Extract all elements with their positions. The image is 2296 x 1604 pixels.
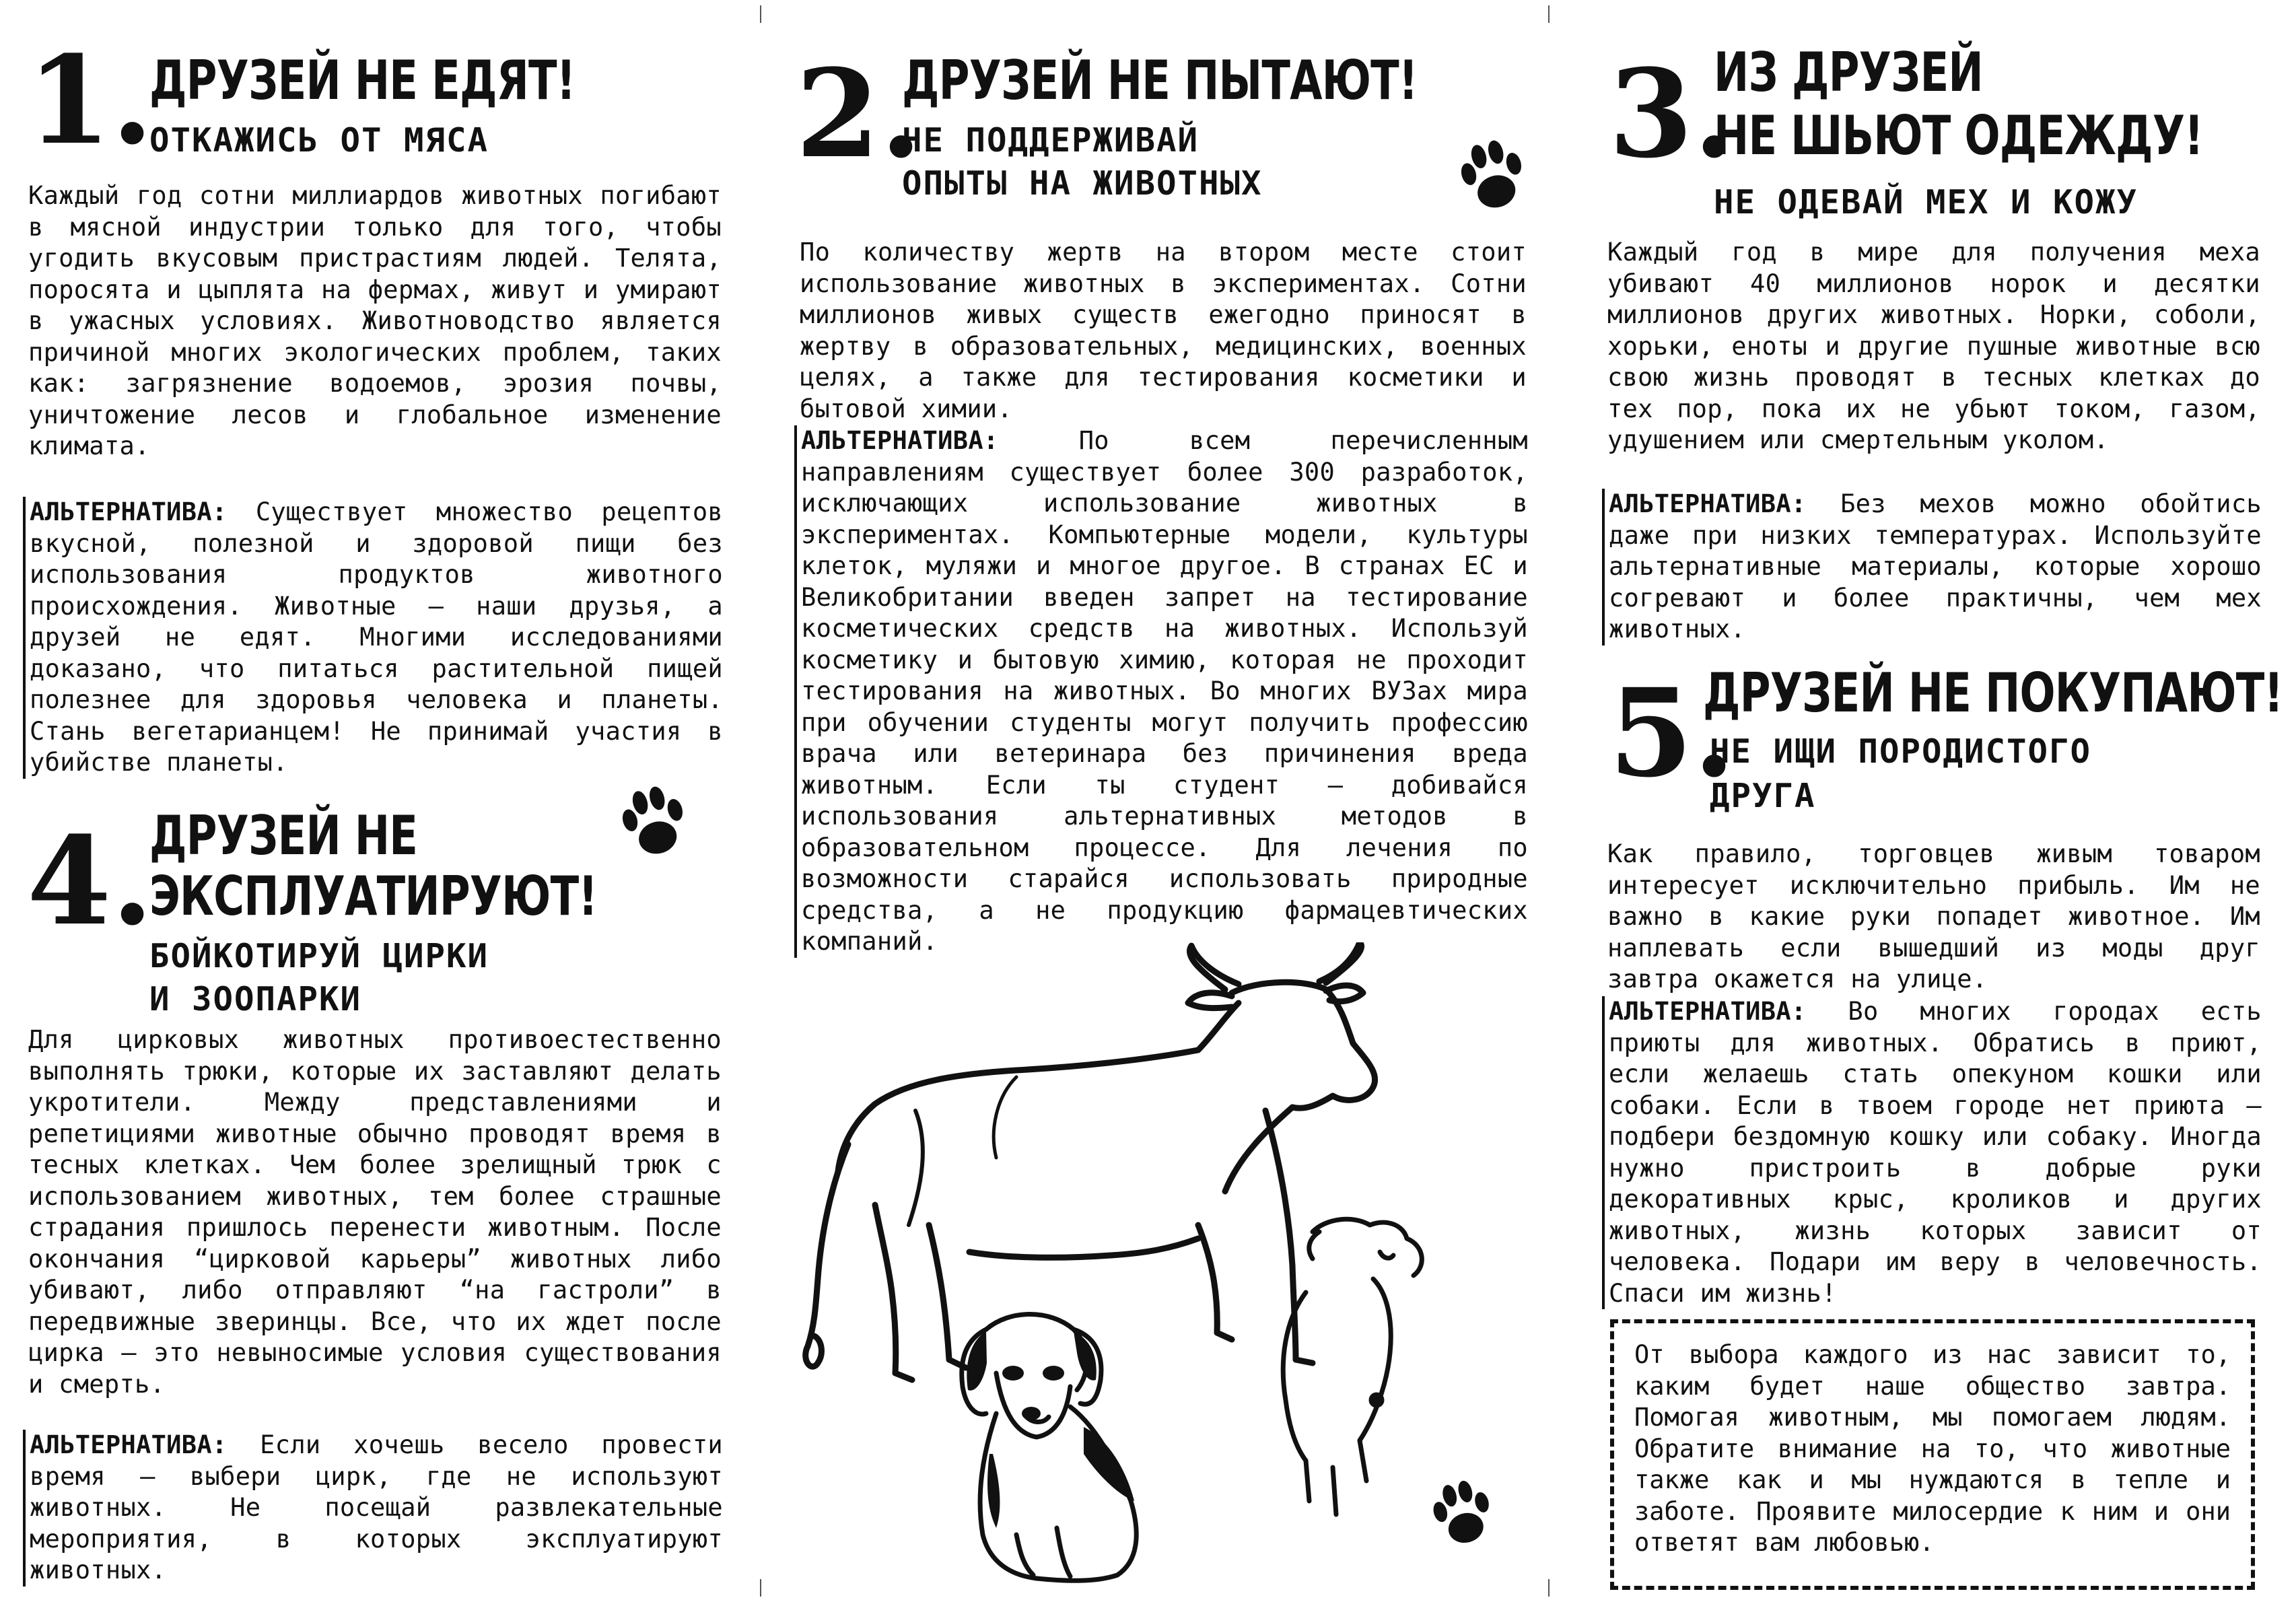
section-title-line-1: ИЗ ДРУЗЕЙ — [1714, 41, 1983, 104]
section-subtitle-line-2: ОПЫТЫ НА ЖИВОТНЫХ — [902, 164, 1263, 203]
section-number: 1. — [27, 30, 153, 172]
section-title: ДРУЗЕЙ НЕ ЕДЯТ! — [149, 49, 576, 112]
section-number: 3. — [1609, 43, 1735, 185]
section-number: 5. — [1609, 662, 1735, 804]
paw-icon — [1453, 135, 1533, 222]
alternative-text: Во многих городах есть приюты для животных. Обратись в приют, если желаешь стать опекуном кошки или собаки. Если в твоем городе нет приюта – подбери бездомную кошку или собаку. Иногда нужно пристроить в добрые руки декоративных крыс, кроликов и других животных, жизнь которых зависит от человека. Подари им веру в человечность. Спаси им жизнь! — [1609, 997, 2262, 1308]
alternative-label: АЛЬТЕРНАТИВА: — [1609, 489, 1807, 518]
section-body — [28, 1024, 722, 1400]
alternative-block — [1602, 489, 2262, 646]
body-text: Каждый год в мире для получения меха убивают 40 миллионов норок и десятки миллионов других животных. Норки, соболи, хорьки, еноты и другие пушные животные всю свою жизнь проводят в тесных клетках до тех пор, пока их не убьют током, газом, удушением или смертельным уколом. — [1607, 238, 2260, 454]
alternative-block — [23, 1430, 723, 1586]
section-number: 2. — [796, 43, 922, 185]
puppy-illustration — [962, 1315, 1136, 1581]
section-title-line-1: ДРУЗЕЙ НЕ — [149, 804, 418, 867]
body-text: Каждый год сотни миллиардов животных погибают в мясной индустрии только для того, чтобы угодить вкусовым пристрастиям людей. Телята, поросята и цыплята на фермах, живут и умирают в ужасных условиях. Животноводство является причиной многих экологических проблем, таких как: загрязнение водоемов, эрозия почвы, уничтожение лесов и глобальное изменение климата. — [28, 181, 722, 460]
alternative-text: Существует множество рецептов вкусной, полезной и здоровой пищи без использования продуктов животного происхождения. Животные – наши друзья, а друзей не едят. Многими исследованиями доказано, что питаться растительной пищей полезнее для здоровья человека и планеты. Стань вегетарианцем! Не принимай участия в убийстве планеты. — [30, 497, 724, 777]
alternative-text: Если хочешь весело провести время – выбери цирк, где не используют животных. Не посещай развлекательные мероприятия, в которых эксплуатируют животных. — [30, 1430, 723, 1584]
animals-illustration — [794, 942, 1481, 1589]
section-title-line-2: НЕ ШЬЮТ ОДЕЖДУ! — [1714, 104, 2203, 167]
lamb-illustration — [1283, 1219, 1422, 1514]
cow-illustration — [806, 942, 1375, 1380]
alternative-label: АЛЬТЕРНАТИВА: — [30, 1430, 228, 1459]
section-subtitle: ОТКАЖИСЬ ОТ МЯСА — [149, 121, 489, 160]
paw-icon — [614, 781, 695, 868]
section-subtitle-line-1: НЕ ПОДДЕРЖИВАЙ — [902, 121, 1199, 160]
section-subtitle-line-1: БОЙКОТИРУЙ ЦИРКИ — [149, 937, 489, 975]
fold-mark-bottom-left — [760, 1579, 761, 1597]
section-subtitle: НЕ ОДЕВАЙ МЕХ И КОЖУ — [1714, 183, 2138, 221]
alternative-text: Без мехов можно обойтись даже при низких температурах. Используйте альтернативные материалы, которые хорошо согревают и более практичны, чем мех животных. — [1609, 489, 2262, 643]
fold-mark-top-left — [760, 5, 761, 23]
section-title: ДРУЗЕЙ НЕ ПЫТАЮТ! — [902, 49, 1418, 112]
fold-mark-bottom-right — [1548, 1579, 1550, 1597]
section-title-line-2: ЭКСПЛУАТИРУЮТ! — [149, 865, 598, 928]
section-body — [1607, 237, 2260, 456]
body-text: Как правило, торговцев живым товаром интересует исключительно прибыль. Им не важно в какие руки попадет животное. Им наплевать если вышедший из моды друг завтра окажется на улице. — [1607, 839, 2260, 993]
section-subtitle-line-2: И ЗООПАРКИ — [149, 980, 362, 1018]
alternative-label: АЛЬТЕРНАТИВА: — [801, 426, 999, 455]
section-body — [1607, 839, 2260, 996]
alternative-label: АЛЬТЕРНАТИВА: — [1609, 997, 1807, 1026]
body-text: По количеству жертв на втором месте стоит использование животных в экспериментах. Сотни миллионов живых существ ежегодно приносят в жертву в образовательных, медицинских, военных целях, а также для тестирования косметики и бытовой химии. — [800, 238, 1527, 423]
alternative-text: По всем перечисленным направлениям существует более 300 разработок, исключающих использование животных в экспериментах. Компьютерные модели, культуры клеток, муляжи и многое другое. В странах ЕС и Великобритании введен запрет на тестирование косметических средств на животных. Используй косметику и бытовую химию, которая не проходит тестирования на животных. Во многих ВУЗах мира при обучении студенты могут получить профессию врача или ветеринара без причинения вреда животным. Если ты студент – добивайся использования альтернативных методов в образовательном процессе. Для лечения по возможности старайся использовать природные средства, а не продукцию фармацевтических компаний. — [801, 426, 1528, 956]
alternative-block — [1602, 996, 2262, 1309]
body-text: Для цирковых животных противоестественно выполнять трюки, которые их заставляют делать укротители. Между представлениями и репетициями животные обычно проводят время в тесных клетках. Чем более зрелищный трюк с использованием животных, тем более страшные страдания пришлось перенести животным. После окончания “цирковой карьеры” животных либо убивают, либо отправляют “на гастроли” в передвижные зверинцы. Все, что их ждет после цирка – это невыносимые условия существования и смерть. — [28, 1025, 722, 1399]
alternative-label: АЛЬТЕРНАТИВА: — [30, 497, 228, 526]
closing-text: От выбора каждого из нас зависит то, каким будет наше общество завтра. Помогая животным, мы помогаем людям. Обратите внимание на то, что животные также как и мы нуждаются в тепле и заботе. Проявите милосердие к ним и они ответят вам любовью. — [1634, 1340, 2231, 1557]
alternative-block — [794, 425, 1528, 958]
alternative-block — [23, 497, 723, 779]
section-subtitle-line-2: ДРУГА — [1710, 777, 1816, 815]
section-body — [800, 237, 1527, 425]
section-body — [28, 180, 722, 462]
fold-mark-top-right — [1548, 5, 1550, 23]
closing-box — [1610, 1319, 2255, 1590]
section-title: ДРУЗЕЙ НЕ ПОКУПАЮТ! — [1703, 662, 2283, 724]
section-number: 4. — [27, 810, 153, 952]
section-subtitle-line-1: НЕ ИЩИ ПОРОДИСТОГО — [1710, 732, 2092, 771]
